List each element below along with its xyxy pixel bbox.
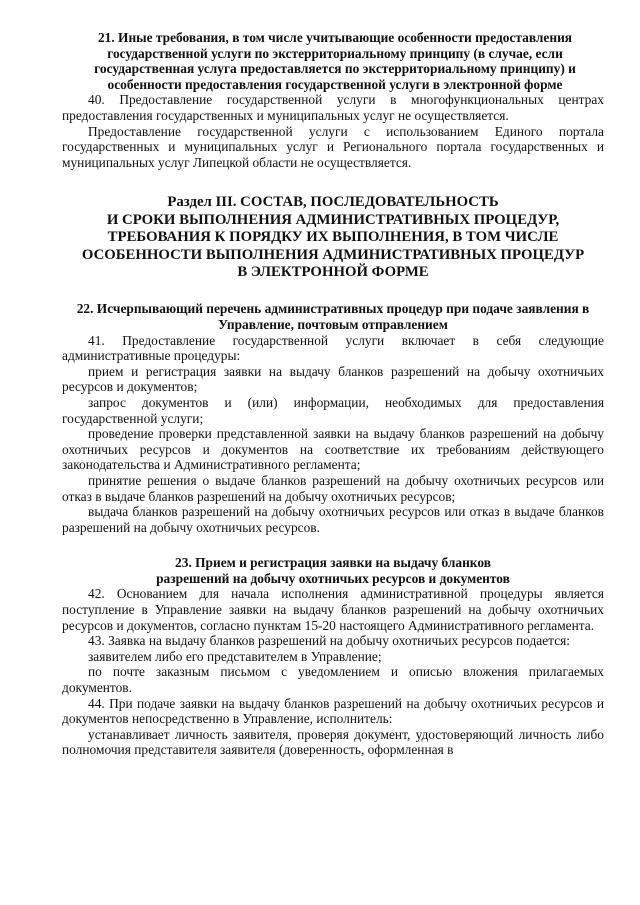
section-21-body xyxy=(62,92,604,170)
section-title-line: ТРЕБОВАНИЯ К ПОРЯДКУ ИХ ВЫПОЛНЕНИЯ, В ТОМ ЧИСЛЕ xyxy=(107,229,559,246)
paragraph: 43. Заявка на выдачу бланков разрешений на добычу охотничьих ресурсов подается: xyxy=(88,633,571,649)
heading-section-23 xyxy=(62,555,604,586)
section-3-title xyxy=(62,194,604,281)
heading-section-22: 22. Исчерпывающий перечень административных процедур при подаче заявления в Управление, почтовым отправлением xyxy=(76,301,590,332)
paragraph: прием и регистрация заявки на выдачу бланков разрешений на добычу охотничьих ресурсов и документов; xyxy=(62,363,604,395)
paragraph: 41. Предоставление государственной услуги включает в себя следующие административные процедуры: xyxy=(62,332,604,364)
paragraph: 42. Основанием для начала исполнения административной процедуры является поступление в Управление заявки на выдачу бланков разрешений на добычу охотничьих ресурсов и документов, согласно пунктам 15-20 настоящего Административного регламента. xyxy=(62,586,604,633)
section-title-line: В ЭЛЕКТРОННОЙ ФОРМЕ xyxy=(237,263,429,280)
paragraph: принятие решения о выдаче бланков разрешений на добычу охотничьих ресурсов или отказ в выдаче бланков разрешений на добычу охотничьих ресурсов; xyxy=(62,472,604,504)
paragraph: проведение проверки представленной заявки на выдачу бланков разрешений на добычу охотничьих ресурсов и документов на соответствие их требованиям действующего законодательства и Административного регламента; xyxy=(62,426,604,473)
paragraph: 44. При подаче заявки на выдачу бланков разрешений на добычу охотничьих ресурсов и документов непосредственно в Управление, исполнитель: xyxy=(62,695,604,727)
paragraph: Предоставление государственной услуги с использованием Единого портала государственных и муниципальных услуг и Регионального портала государственных и муниципальных услуг Липецкой области не осуществляется. xyxy=(62,123,604,170)
section-22-body xyxy=(62,333,604,536)
paragraph: запрос документов и (или) информации, необходимых для предоставления государственной услуги; xyxy=(62,394,604,426)
paragraph: по почте заказным письмом с уведомлением и описью вложения прилагаемых документов. xyxy=(62,664,604,696)
paragraph: устанавливает личность заявителя, проверяя документ, удостоверяющий личность либо полномочия представителя заявителя (доверенность, оформленная в xyxy=(62,726,604,758)
heading-line: 23. Прием и регистрация заявки на выдачу бланков xyxy=(175,555,491,571)
section-title-line: ОСОБЕННОСТИ ВЫПОЛНЕНИЯ АДМИНИСТРАТИВНЫХ ПРОЦЕДУР xyxy=(81,246,585,263)
section-title-line: Раздел III. СОСТАВ, ПОСЛЕДОВАТЕЛЬНОСТЬ xyxy=(167,194,499,211)
section-23-body xyxy=(62,586,604,758)
heading-section-21: 21. Иные требования, в том числе учитывающие особенности предоставления государственной услуги по экстерриториальному принципу (в случае, если государственная услуга предоставляется по экстерриториальному принципу) и особенности предоставления государственной услуги в электронной форме xyxy=(94,30,576,92)
paragraph: выдача бланков разрешений на добычу охотничьих ресурсов или отказ в выдаче бланков разрешений на добычу охотничьих ресурсов. xyxy=(62,504,604,535)
paragraph: 40. Предоставление государственной услуги в многофункциональных центрах предоставления государственных и муниципальных услуг не осуществляется. xyxy=(62,92,604,123)
section-title-line: И СРОКИ ВЫПОЛНЕНИЯ АДМИНИСТРАТИВНЫХ ПРОЦЕДУР, xyxy=(106,211,560,228)
heading-line: разрешений на добычу охотничьих ресурсов и документов xyxy=(156,570,510,586)
paragraph: заявителем либо его представителем в Управление; xyxy=(88,648,382,664)
